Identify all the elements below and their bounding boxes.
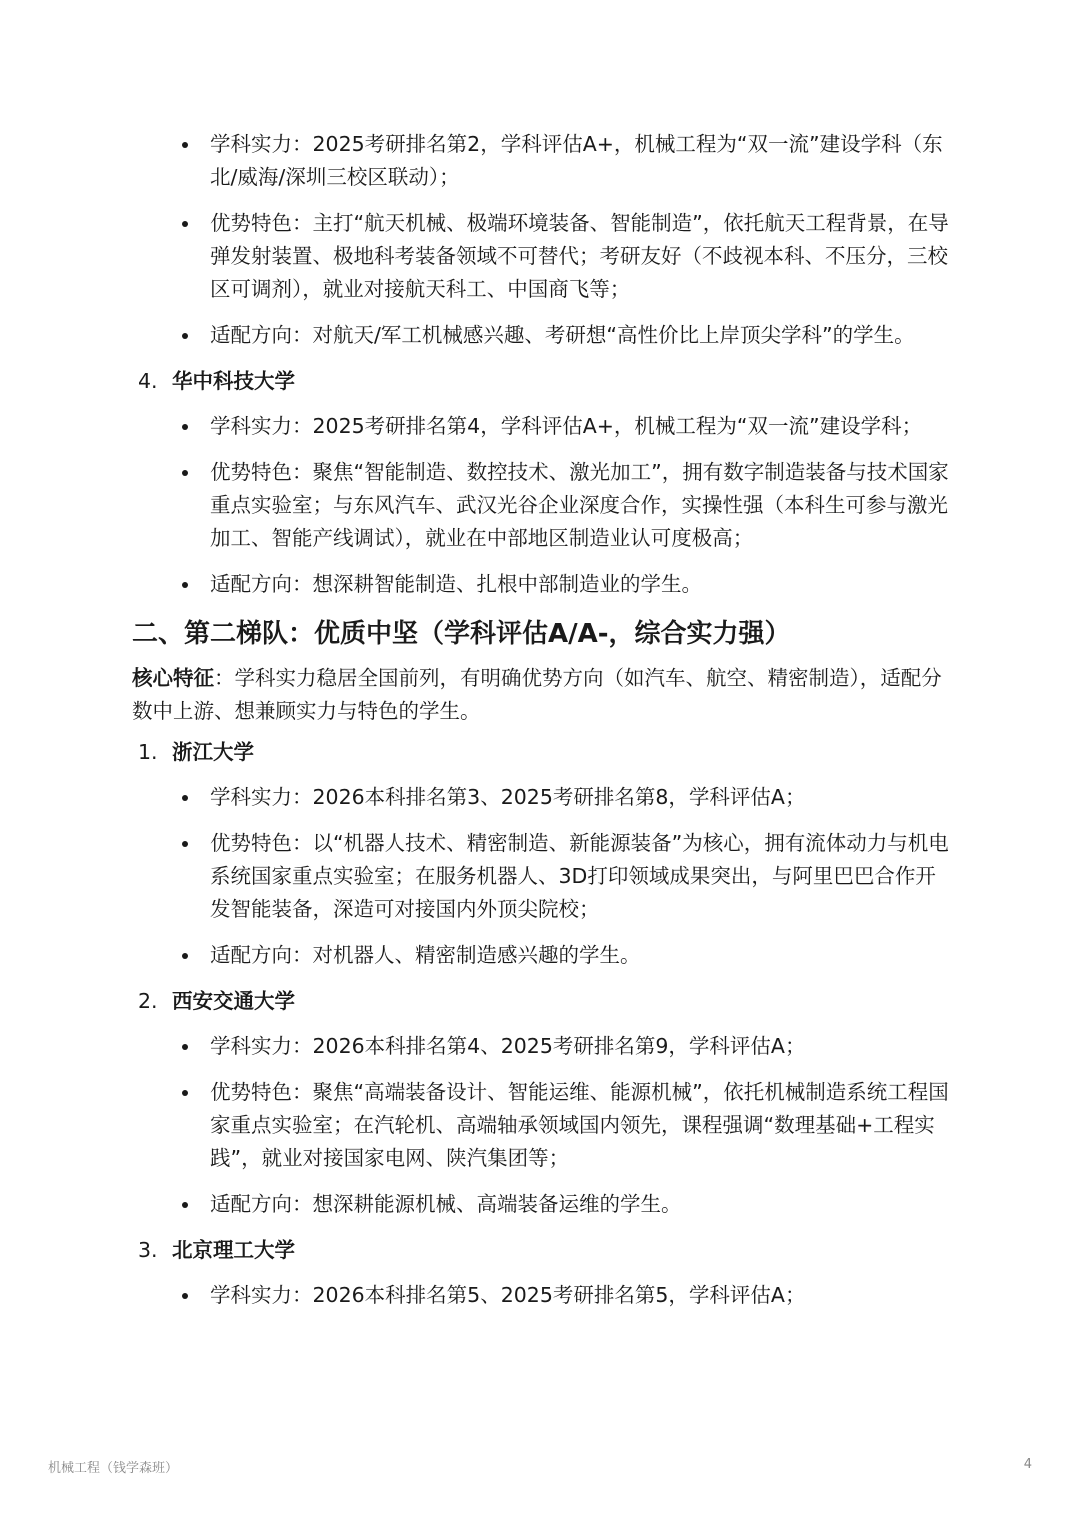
xjtu-bullet-list — [132, 1030, 952, 1221]
bullet-dot-icon — [182, 1044, 188, 1050]
bullet-dot-icon — [182, 1293, 188, 1299]
list-item: 优势特色：以“机器人技术、精密制造、新能源装备”为核心，拥有流体动力与机电系统国家重点实验室；在服务机器人、3D打印领域成果突出，与阿里巴巴合作开发智能装备，深造可对接国内外顶尖院校； — [132, 827, 952, 926]
bullet-dot-icon — [182, 1202, 188, 1208]
university-heading-xjtu: 2. 西安交通大学 — [138, 989, 295, 1013]
bullet-dot-icon — [182, 582, 188, 588]
list-item: 学科实力：2026本科排名第4、2025考研排名第9，学科评估A； — [132, 1030, 952, 1063]
university-heading-hust: 4. 华中科技大学 — [138, 369, 295, 393]
bullet-dot-icon — [182, 221, 188, 227]
bit-bullet-list — [132, 1279, 952, 1312]
zju-bullet-list — [132, 781, 952, 972]
university-heading-bit: 3. 北京理工大学 — [138, 1238, 295, 1262]
list-item: 学科实力：2025考研排名第4，学科评估A+，机械工程为“双一流”建设学科； — [132, 410, 952, 443]
list-item: 学科实力：2025考研排名第2，学科评估A+，机械工程为“双一流”建设学科（东北/威海/深圳三校区联动）； — [132, 128, 952, 194]
bullet-dot-icon — [182, 953, 188, 959]
bullet-dot-icon — [182, 424, 188, 430]
intro-bullet-list — [132, 128, 952, 352]
hust-bullet-list — [132, 410, 952, 601]
bullet-dot-icon — [182, 795, 188, 801]
list-item: 学科实力：2026本科排名第5、2025考研排名第5，学科评估A； — [132, 1279, 952, 1312]
bullet-dot-icon — [182, 470, 188, 476]
core-feature-paragraph: 核心特征：学科实力稳居全国前列，有明确优势方向（如汽车、航空、精密制造），适配分数中上游、想兼顾实力与特色的学生。 — [132, 666, 942, 723]
core-feature-label: 核心特征 — [132, 666, 214, 690]
bullet-dot-icon — [182, 142, 188, 148]
bullet-dot-icon — [182, 841, 188, 847]
list-item: 适配方向：对机器人、精密制造感兴趣的学生。 — [132, 939, 952, 972]
list-item: 优势特色：聚焦“智能制造、数控技术、激光加工”，拥有数字制造装备与技术国家重点实验室；与东风汽车、武汉光谷企业深度合作，实操性强（本科生可参与激光加工、智能产线调试），就业在中部地区制造业认可度极高； — [132, 456, 952, 555]
bullet-dot-icon — [182, 1090, 188, 1096]
section-heading: 二、第二梯队：优质中坚（学科评估A/A-，综合实力强） — [132, 619, 791, 649]
list-item: 适配方向：想深耕智能制造、扎根中部制造业的学生。 — [132, 568, 952, 601]
list-item: 学科实力：2026本科排名第3、2025考研排名第8，学科评估A； — [132, 781, 952, 814]
university-heading-zju: 1. 浙江大学 — [138, 740, 254, 764]
list-item: 适配方向：想深耕能源机械、高端装备运维的学生。 — [132, 1188, 952, 1221]
list-item: 优势特色：主打“航天机械、极端环境装备、智能制造”，依托航天工程背景，在导弹发射装置、极地科考装备领域不可替代；考研友好（不歧视本科、不压分，三校区可调剂），就业对接航天科工、中国商飞等； — [132, 207, 952, 306]
list-item: 优势特色：聚焦“高端装备设计、智能运维、能源机械”，依托机械制造系统工程国家重点实验室；在汽轮机、高端轴承领域国内领先，课程强调“数理基础+工程实践”，就业对接国家电网、陕汽集团等； — [132, 1076, 952, 1175]
bullet-dot-icon — [182, 333, 188, 339]
page-content — [132, 128, 952, 1325]
footer-title: 机械工程（钱学森班） — [48, 1461, 179, 1476]
list-item: 适配方向：对航天/军工机械感兴趣、考研想“高性价比上岸顶尖学科”的学生。 — [132, 319, 952, 352]
page-number: 4 — [1023, 1457, 1032, 1472]
